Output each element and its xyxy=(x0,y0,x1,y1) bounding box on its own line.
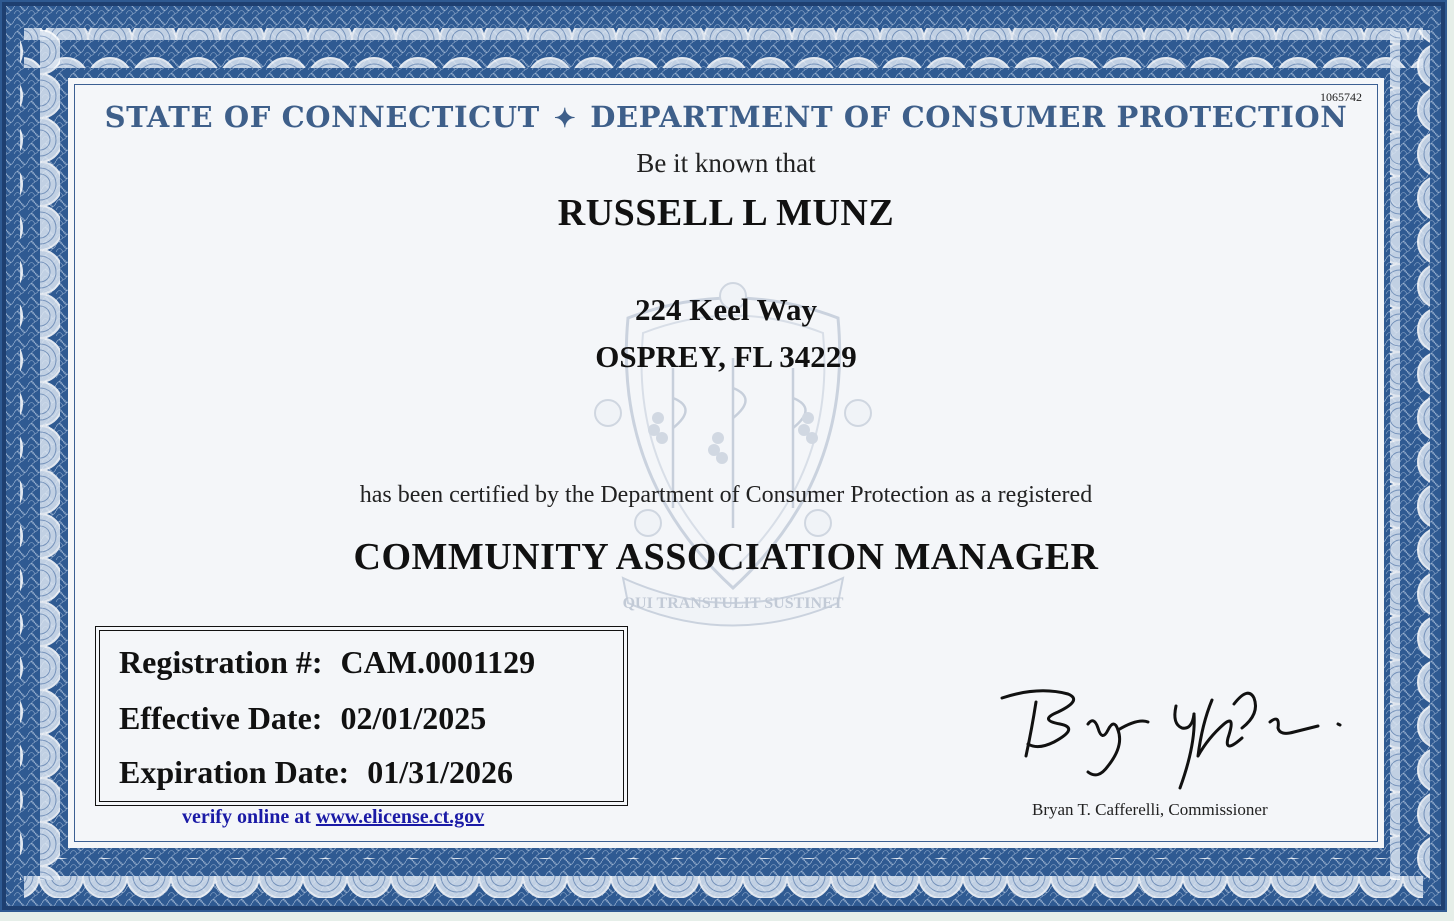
registrant-name: RUSSELL L MUNZ xyxy=(557,192,895,234)
intro-text: Be it known that xyxy=(636,148,816,178)
expiration-date-value: 01/31/2026 xyxy=(367,754,513,790)
certification-statement: has been certified by the Department of Consumer Protection as a registered xyxy=(359,482,1093,508)
effective-date-value: 02/01/2025 xyxy=(340,700,487,736)
header-separator-icon: ✦ xyxy=(553,104,577,134)
state-seal-watermark xyxy=(588,278,878,638)
address-line-1: 224 Keel Way xyxy=(635,292,817,327)
expiration-date-row xyxy=(119,754,513,791)
commissioner-name: Bryan T. Cafferelli, Commissioner xyxy=(1032,800,1268,819)
commissioner-signature xyxy=(998,684,1348,804)
effective-date-label: Effective Date: xyxy=(119,700,323,736)
effective-date-row xyxy=(119,700,486,737)
address-line-2: OSPREY, FL 34229 xyxy=(595,339,857,374)
certificate-body xyxy=(68,78,1384,848)
registration-number-value: CAM.0001129 xyxy=(340,644,536,680)
verify-online xyxy=(182,806,484,829)
certificate-header xyxy=(68,100,1384,134)
registration-number-row xyxy=(119,644,535,681)
certificate-number: 1065742 xyxy=(1320,90,1362,104)
seal-motto: QUI TRANSTULIT SUSTINET xyxy=(622,595,844,612)
verify-prefix: verify online at xyxy=(182,806,311,828)
header-state: STATE OF CONNECTICUT xyxy=(104,100,540,134)
verify-link[interactable]: www.elicense.ct.gov xyxy=(315,806,485,828)
registration-box xyxy=(95,626,628,806)
expiration-date-label: Expiration Date: xyxy=(119,754,350,790)
registration-number-label: Registration #: xyxy=(119,644,323,680)
header-department: DEPARTMENT OF CONSUMER PROTECTION xyxy=(590,100,1348,134)
designation-title: COMMUNITY ASSOCIATION MANAGER xyxy=(353,536,1099,578)
